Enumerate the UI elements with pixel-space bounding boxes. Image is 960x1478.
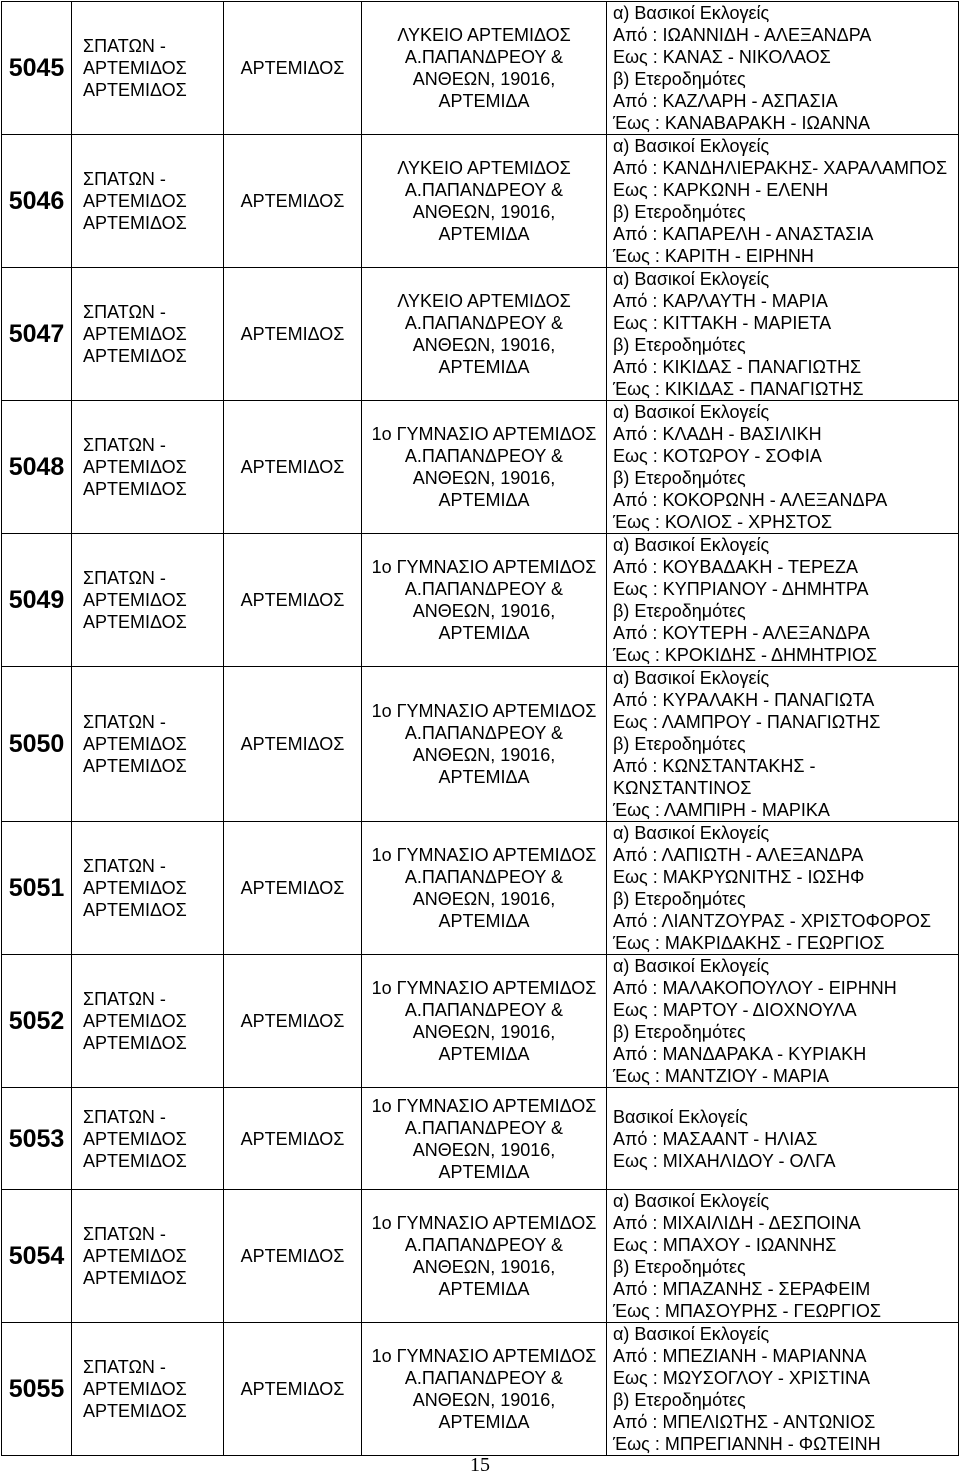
voter-range-line: Εως : ΚΙΤΤΑΚΗ - ΜΑΡΙΕΤΑ xyxy=(613,313,832,333)
voter-range-line: Από : ΛΑΠΙΩΤΗ - ΑΛΕΞΑΝΔΡΑ xyxy=(613,845,864,865)
location-line: ΑΡΤΕΜΙΔΑ xyxy=(438,1279,530,1299)
voter-range-line: Εως : ΜΩΥΣΟΓΛΟΥ - ΧΡΙΣΤΙΝΑ xyxy=(613,1368,871,1388)
municipality-line: ΣΠΑΤΩΝ - xyxy=(83,36,166,56)
location-cell xyxy=(362,822,607,955)
district-cell: ΑΡΤΕΜΙΔΟΣ xyxy=(224,1323,362,1456)
location-line: ΛΥΚΕΙΟ ΑΡΤΕΜΙΔΟΣ xyxy=(397,158,571,178)
location-line: ΑΡΤΕΜΙΔΑ xyxy=(438,1161,530,1182)
municipality-line: ΑΡΤΕΜΙΔΟΣ xyxy=(83,324,187,344)
location-cell xyxy=(362,2,607,135)
voters-cell xyxy=(607,667,959,822)
location-line: ΑΡΤΕΜΙΔΑ xyxy=(438,623,530,643)
voter-range-line: β) Ετεροδημότες xyxy=(613,601,746,621)
district-cell: ΑΡΤΕΜΙΔΟΣ xyxy=(224,955,362,1088)
municipality-line: ΑΡΤΕΜΙΔΟΣ xyxy=(83,1401,187,1421)
voters-cell xyxy=(607,534,959,667)
voter-range-line: α) Βασικοί Εκλογείς xyxy=(613,269,770,289)
municipality-line: ΑΡΤΕΜΙΔΟΣ xyxy=(83,80,187,100)
voter-range-line: Από : ΚΥΡΑΛΑΚΗ - ΠΑΝΑΓΙΩΤΑ xyxy=(613,690,875,710)
voter-range-line: Έως : ΜΠΡΕΓΙΑΝΝΗ - ΦΩΤΕΙΝΗ xyxy=(613,1434,881,1454)
voters-cell xyxy=(607,1323,959,1456)
voter-range-line: ΚΩΝΣΤΑΝΤΙΝΟΣ xyxy=(613,778,752,798)
voter-range-line: Από : ΚΟΥΤΕΡΗ - ΑΛΕΞΑΝΔΡΑ xyxy=(613,623,870,643)
location-line: ΑΝΘΕΩΝ, 19016, xyxy=(412,69,556,89)
municipality-line: ΑΡΤΕΜΙΔΟΣ xyxy=(83,213,187,233)
voter-range-line: β) Ετεροδημότες xyxy=(613,734,746,754)
voter-range-line: Έως : ΚΑΝΑΒΑΡΑΚΗ - ΙΩΑΝΝΑ xyxy=(613,113,871,133)
voter-range-line: Έως : ΜΠΑΣΟΥΡΗΣ - ΓΕΩΡΓΙΟΣ xyxy=(613,1301,881,1321)
voter-range-line: α) Βασικοί Εκλογείς xyxy=(613,136,770,156)
location-line: Α.ΠΑΠΑΝΔΡΕΟΥ & xyxy=(404,313,564,333)
location-line: ΛΥΚΕΙΟ ΑΡΤΕΜΙΔΟΣ xyxy=(397,291,571,311)
voter-range-line: Από : ΜΑΣΑΑΝΤ - ΗΛΙΑΣ xyxy=(613,1128,818,1149)
location-line: Α.ΠΑΠΑΝΔΡΕΟΥ & xyxy=(404,446,564,466)
location-line: ΑΝΘΕΩΝ, 19016, xyxy=(412,468,556,488)
polling-stations-table xyxy=(1,1,959,1456)
voter-range-line: α) Βασικοί Εκλογείς xyxy=(613,823,770,843)
municipality-cell xyxy=(72,1190,224,1323)
location-line: Α.ΠΑΠΑΝΔΡΕΟΥ & xyxy=(404,867,564,887)
station-number: 5046 xyxy=(2,135,72,268)
table-row xyxy=(2,822,959,955)
station-number: 5055 xyxy=(2,1323,72,1456)
voter-range-line: Από : ΜΑΝΔΑΡΑΚΑ - ΚΥΡΙΑΚΗ xyxy=(613,1044,867,1064)
station-number: 5052 xyxy=(2,955,72,1088)
voter-range-line: Έως : ΚΙΚΙΔΑΣ - ΠΑΝΑΓΙΩΤΗΣ xyxy=(613,379,864,399)
location-line: ΑΝΘΕΩΝ, 19016, xyxy=(412,601,556,621)
location-line: 1ο ΓΥΜΝΑΣΙΟ ΑΡΤΕΜΙΔΟΣ xyxy=(371,1213,597,1233)
table-row xyxy=(2,1323,959,1456)
location-cell xyxy=(362,268,607,401)
voter-range-line: β) Ετεροδημότες xyxy=(613,202,746,222)
voter-range-line: Έως : ΜΑΝΤΖΙΟΥ - ΜΑΡΙΑ xyxy=(613,1066,829,1086)
voter-range-line: Από : ΜΠΕΖΙΑΝΗ - ΜΑΡΙΑΝΝΑ xyxy=(613,1346,867,1366)
voter-range-line: α) Βασικοί Εκλογείς xyxy=(613,402,770,422)
municipality-line: ΣΠΑΤΩΝ - xyxy=(83,435,166,455)
voter-range-line: Από : ΚΟΚΟΡΩΝΗ - ΑΛΕΞΑΝΔΡΑ xyxy=(613,490,888,510)
voter-range-line: β) Ετεροδημότες xyxy=(613,1022,746,1042)
location-line: 1ο ΓΥΜΝΑΣΙΟ ΑΡΤΕΜΙΔΟΣ xyxy=(371,1346,597,1366)
station-number: 5045 xyxy=(2,2,72,135)
location-line: ΑΡΤΕΜΙΔΑ xyxy=(438,490,530,510)
location-line: ΑΡΤΕΜΙΔΑ xyxy=(438,1044,530,1064)
municipality-line: ΑΡΤΕΜΙΔΟΣ xyxy=(83,191,187,211)
voters-cell xyxy=(607,1190,959,1323)
municipality-cell xyxy=(72,2,224,135)
table-row xyxy=(2,667,959,822)
table-row xyxy=(2,1190,959,1323)
voter-range-line: Από : ΚΑΡΛΑΥΤΗ - ΜΑΡΙΑ xyxy=(613,291,828,311)
location-cell xyxy=(362,1088,607,1190)
location-line: ΑΡΤΕΜΙΔΑ xyxy=(438,224,530,244)
voter-range-line: Από : ΚΑΠΑΡΕΛΗ - ΑΝΑΣΤΑΣΙΑ xyxy=(613,224,874,244)
voter-range-line: Από : ΚΩΝΣΤΑΝΤΑΚΗΣ - xyxy=(613,756,816,776)
location-line: ΑΝΘΕΩΝ, 19016, xyxy=(412,1022,556,1042)
municipality-cell xyxy=(72,534,224,667)
municipality-line: ΑΡΤΕΜΙΔΟΣ xyxy=(83,346,187,366)
voter-range-line: Εως : ΚΑΝΑΣ - ΝΙΚΟΛΑΟΣ xyxy=(613,47,831,67)
voter-range-line: β) Ετεροδημότες xyxy=(613,335,746,355)
municipality-line: ΣΠΑΤΩΝ - xyxy=(83,712,166,732)
voters-cell xyxy=(607,268,959,401)
municipality-line: ΣΠΑΤΩΝ - xyxy=(83,989,166,1009)
table-row xyxy=(2,2,959,135)
district-cell: ΑΡΤΕΜΙΔΟΣ xyxy=(224,401,362,534)
municipality-line: ΣΠΑΤΩΝ - xyxy=(83,1106,166,1127)
location-line: ΑΡΤΕΜΙΔΑ xyxy=(438,91,530,111)
voter-range-line: α) Βασικοί Εκλογείς xyxy=(613,1324,770,1344)
voter-range-line: Από : ΚΙΚΙΔΑΣ - ΠΑΝΑΓΙΩΤΗΣ xyxy=(613,357,862,377)
municipality-line: ΑΡΤΕΜΙΔΟΣ xyxy=(83,58,187,78)
table-row xyxy=(2,1088,959,1190)
location-line: ΑΡΤΕΜΙΔΑ xyxy=(438,911,530,931)
location-line: ΑΡΤΕΜΙΔΑ xyxy=(438,1412,530,1432)
municipality-line: ΑΡΤΕΜΙΔΟΣ xyxy=(83,900,187,920)
voter-range-line: Έως : ΚΡΟΚΙΔΗΣ - ΔΗΜΗΤΡΙΟΣ xyxy=(613,645,878,665)
location-cell xyxy=(362,534,607,667)
municipality-line: ΑΡΤΕΜΙΔΟΣ xyxy=(83,1011,187,1031)
municipality-cell xyxy=(72,822,224,955)
municipality-line: ΑΡΤΕΜΙΔΟΣ xyxy=(83,1246,187,1266)
location-line: ΑΝΘΕΩΝ, 19016, xyxy=(412,745,556,765)
location-line: 1ο ΓΥΜΝΑΣΙΟ ΑΡΤΕΜΙΔΟΣ xyxy=(371,845,597,865)
station-number: 5047 xyxy=(2,268,72,401)
voters-cell xyxy=(607,135,959,268)
location-line: ΑΝΘΕΩΝ, 19016, xyxy=(412,335,556,355)
voter-range-line: Έως : ΚΑΡΙΤΗ - ΕΙΡΗΝΗ xyxy=(613,246,814,266)
location-line: Α.ΠΑΠΑΝΔΡΕΟΥ & xyxy=(404,47,564,67)
location-cell xyxy=(362,1323,607,1456)
municipality-cell xyxy=(72,401,224,534)
municipality-cell xyxy=(72,135,224,268)
municipality-cell xyxy=(72,667,224,822)
voter-range-line: Εως : ΜΠΑΧΟΥ - ΙΩΑΝΝΗΣ xyxy=(613,1235,837,1255)
municipality-line: ΣΠΑΤΩΝ - xyxy=(83,1224,166,1244)
location-cell xyxy=(362,955,607,1088)
district-cell: ΑΡΤΕΜΙΔΟΣ xyxy=(224,1190,362,1323)
municipality-line: ΑΡΤΕΜΙΔΟΣ xyxy=(83,734,187,754)
voter-range-line: Από : ΜΑΛΑΚΟΠΟΥΛΟΥ - ΕΙΡΗΝΗ xyxy=(613,978,897,998)
page-number: 15 xyxy=(470,1454,490,1476)
voter-range-line: Εως : ΚΥΠΡΙΑΝΟΥ - ΔΗΜΗΤΡΑ xyxy=(613,579,869,599)
location-line: ΑΝΘΕΩΝ, 19016, xyxy=(412,889,556,909)
voter-range-line: α) Βασικοί Εκλογείς xyxy=(613,956,770,976)
municipality-line: ΑΡΤΕΜΙΔΟΣ xyxy=(83,1268,187,1288)
voters-cell xyxy=(607,822,959,955)
location-line: Α.ΠΑΠΑΝΔΡΕΟΥ & xyxy=(404,1000,564,1020)
district-cell: ΑΡΤΕΜΙΔΟΣ xyxy=(224,268,362,401)
voter-range-line: β) Ετεροδημότες xyxy=(613,468,746,488)
station-number: 5051 xyxy=(2,822,72,955)
voter-range-line: α) Βασικοί Εκλογείς xyxy=(613,535,770,555)
location-cell xyxy=(362,1190,607,1323)
municipality-line: ΑΡΤΕΜΙΔΟΣ xyxy=(83,590,187,610)
location-line: ΑΝΘΕΩΝ, 19016, xyxy=(412,1257,556,1277)
municipality-cell xyxy=(72,268,224,401)
location-line: 1ο ΓΥΜΝΑΣΙΟ ΑΡΤΕΜΙΔΟΣ xyxy=(371,978,597,998)
municipality-cell xyxy=(72,955,224,1088)
table-row xyxy=(2,268,959,401)
location-line: Α.ΠΑΠΑΝΔΡΕΟΥ & xyxy=(404,579,564,599)
district-cell: ΑΡΤΕΜΙΔΟΣ xyxy=(224,135,362,268)
location-line: 1ο ΓΥΜΝΑΣΙΟ ΑΡΤΕΜΙΔΟΣ xyxy=(371,1095,597,1116)
voter-range-line: β) Ετεροδημότες xyxy=(613,69,746,89)
municipality-line: ΣΠΑΤΩΝ - xyxy=(83,302,166,322)
municipality-line: ΑΡΤΕΜΙΔΟΣ xyxy=(83,756,187,776)
location-line: Α.ΠΑΠΑΝΔΡΕΟΥ & xyxy=(404,1368,564,1388)
voters-cell xyxy=(607,955,959,1088)
voter-range-line: Από : ΛΙΑΝΤΖΟΥΡΑΣ - ΧΡΙΣΤΟΦΟΡΟΣ xyxy=(613,911,931,931)
district-cell: ΑΡΤΕΜΙΔΟΣ xyxy=(224,2,362,135)
municipality-cell xyxy=(72,1323,224,1456)
voter-range-line: Έως : ΚΟΛΙΟΣ - ΧΡΗΣΤΟΣ xyxy=(613,512,833,532)
voter-range-line: Εως : ΜΑΚΡΥΩΝΙΤΗΣ - ΙΩΣΗΦ xyxy=(613,867,865,887)
voter-range-line: Από : ΜΠΕΛΙΩΤΗΣ - ΑΝΤΩΝΙΟΣ xyxy=(613,1412,876,1432)
municipality-line: ΑΡΤΕΜΙΔΟΣ xyxy=(83,1379,187,1399)
polling-stations-body xyxy=(2,2,959,1456)
voter-range-line: α) Βασικοί Εκλογείς xyxy=(613,1191,770,1211)
voter-range-line: α) Βασικοί Εκλογείς xyxy=(613,3,770,23)
municipality-line: ΣΠΑΤΩΝ - xyxy=(83,568,166,588)
voter-range-line: β) Ετεροδημότες xyxy=(613,889,746,909)
location-cell xyxy=(362,401,607,534)
location-line: 1ο ΓΥΜΝΑΣΙΟ ΑΡΤΕΜΙΔΟΣ xyxy=(371,701,597,721)
table-row xyxy=(2,955,959,1088)
location-cell xyxy=(362,667,607,822)
district-cell: ΑΡΤΕΜΙΔΟΣ xyxy=(224,822,362,955)
table-row xyxy=(2,135,959,268)
voter-range-line: Βασικοί Εκλογείς xyxy=(613,1106,748,1127)
voter-range-line: Από : ΚΑΝΔΗΛΙΕΡΑΚΗΣ- ΧΑΡΑΛΑΜΠΟΣ xyxy=(613,158,948,178)
table-row xyxy=(2,401,959,534)
municipality-line: ΑΡΤΕΜΙΔΟΣ xyxy=(83,1150,187,1171)
voter-range-line: α) Βασικοί Εκλογείς xyxy=(613,668,770,688)
location-line: Α.ΠΑΠΑΝΔΡΕΟΥ & xyxy=(404,723,564,743)
municipality-line: ΑΡΤΕΜΙΔΟΣ xyxy=(83,878,187,898)
location-line: ΑΝΘΕΩΝ, 19016, xyxy=(412,1390,556,1410)
municipality-line: ΣΠΑΤΩΝ - xyxy=(83,856,166,876)
municipality-line: ΣΠΑΤΩΝ - xyxy=(83,169,166,189)
voter-range-line: Εως : ΜΑΡΤΟΥ - ΔΙΟΧΝΟΥΛΑ xyxy=(613,1000,857,1020)
location-line: ΑΝΘΕΩΝ, 19016, xyxy=(412,1139,556,1160)
table-row xyxy=(2,534,959,667)
location-line: ΛΥΚΕΙΟ ΑΡΤΕΜΙΔΟΣ xyxy=(397,25,571,45)
location-line: Α.ΠΑΠΑΝΔΡΕΟΥ & xyxy=(404,180,564,200)
voter-range-line: Εως : ΛΑΜΠΡΟΥ - ΠΑΝΑΓΙΩΤΗΣ xyxy=(613,712,881,732)
municipality-line: ΑΡΤΕΜΙΔΟΣ xyxy=(83,479,187,499)
location-line: 1ο ΓΥΜΝΑΣΙΟ ΑΡΤΕΜΙΔΟΣ xyxy=(371,424,597,444)
voter-range-line: Από : ΙΩΑΝΝΙΔΗ - ΑΛΕΞΑΝΔΡΑ xyxy=(613,25,872,45)
station-number: 5049 xyxy=(2,534,72,667)
municipality-cell xyxy=(72,1088,224,1190)
voter-range-line: Από : ΚΛΑΔΗ - ΒΑΣΙΛΙΚΗ xyxy=(613,424,822,444)
municipality-line: ΣΠΑΤΩΝ - xyxy=(83,1357,166,1377)
location-line: 1ο ΓΥΜΝΑΣΙΟ ΑΡΤΕΜΙΔΟΣ xyxy=(371,557,597,577)
voter-range-line: Από : ΜΙΧΑΙΛΙΔΗ - ΔΕΣΠΟΙΝΑ xyxy=(613,1213,861,1233)
municipality-line: ΑΡΤΕΜΙΔΟΣ xyxy=(83,612,187,632)
station-number: 5053 xyxy=(2,1088,72,1190)
voter-range-line: Εως : ΚΟΤΩΡΟΥ - ΣΟΦΙΑ xyxy=(613,446,822,466)
voter-range-line: Έως : ΛΑΜΠΙΡΗ - ΜΑΡΙΚΑ xyxy=(613,800,830,820)
station-number: 5048 xyxy=(2,401,72,534)
location-line: ΑΡΤΕΜΙΔΑ xyxy=(438,357,530,377)
voters-cell xyxy=(607,401,959,534)
municipality-line: ΑΡΤΕΜΙΔΟΣ xyxy=(83,457,187,477)
voter-range-line: Εως : ΜΙΧΑΗΛΙΔΟΥ - ΟΛΓΑ xyxy=(613,1150,836,1171)
voter-range-line: Από : ΚΟΥΒΑΔΑΚΗ - ΤΕΡΕΖΑ xyxy=(613,557,859,577)
voter-range-line: Εως : ΚΑΡΚΩΝΗ - ΕΛΕΝΗ xyxy=(613,180,829,200)
station-number: 5050 xyxy=(2,667,72,822)
voter-range-line: β) Ετεροδημότες xyxy=(613,1390,746,1410)
location-line: ΑΝΘΕΩΝ, 19016, xyxy=(412,202,556,222)
district-cell: ΑΡΤΕΜΙΔΟΣ xyxy=(224,1088,362,1190)
voters-cell xyxy=(607,1088,959,1190)
voters-cell xyxy=(607,2,959,135)
district-cell: ΑΡΤΕΜΙΔΟΣ xyxy=(224,534,362,667)
location-line: Α.ΠΑΠΑΝΔΡΕΟΥ & xyxy=(404,1235,564,1255)
location-line: Α.ΠΑΠΑΝΔΡΕΟΥ & xyxy=(404,1117,564,1138)
municipality-line: ΑΡΤΕΜΙΔΟΣ xyxy=(83,1128,187,1149)
voter-range-line: β) Ετεροδημότες xyxy=(613,1257,746,1277)
station-number: 5054 xyxy=(2,1190,72,1323)
voter-range-line: Από : ΚΑΖΛΑΡΗ - ΑΣΠΑΣΙΑ xyxy=(613,91,838,111)
voter-range-line: Από : ΜΠΑΖΑΝΗΣ - ΣΕΡΑΦΕΙΜ xyxy=(613,1279,871,1299)
district-cell: ΑΡΤΕΜΙΔΟΣ xyxy=(224,667,362,822)
location-line: ΑΡΤΕΜΙΔΑ xyxy=(438,767,530,787)
municipality-line: ΑΡΤΕΜΙΔΟΣ xyxy=(83,1033,187,1053)
voter-range-line: Έως : ΜΑΚΡΙΔΑΚΗΣ - ΓΕΩΡΓΙΟΣ xyxy=(613,933,885,953)
location-cell xyxy=(362,135,607,268)
